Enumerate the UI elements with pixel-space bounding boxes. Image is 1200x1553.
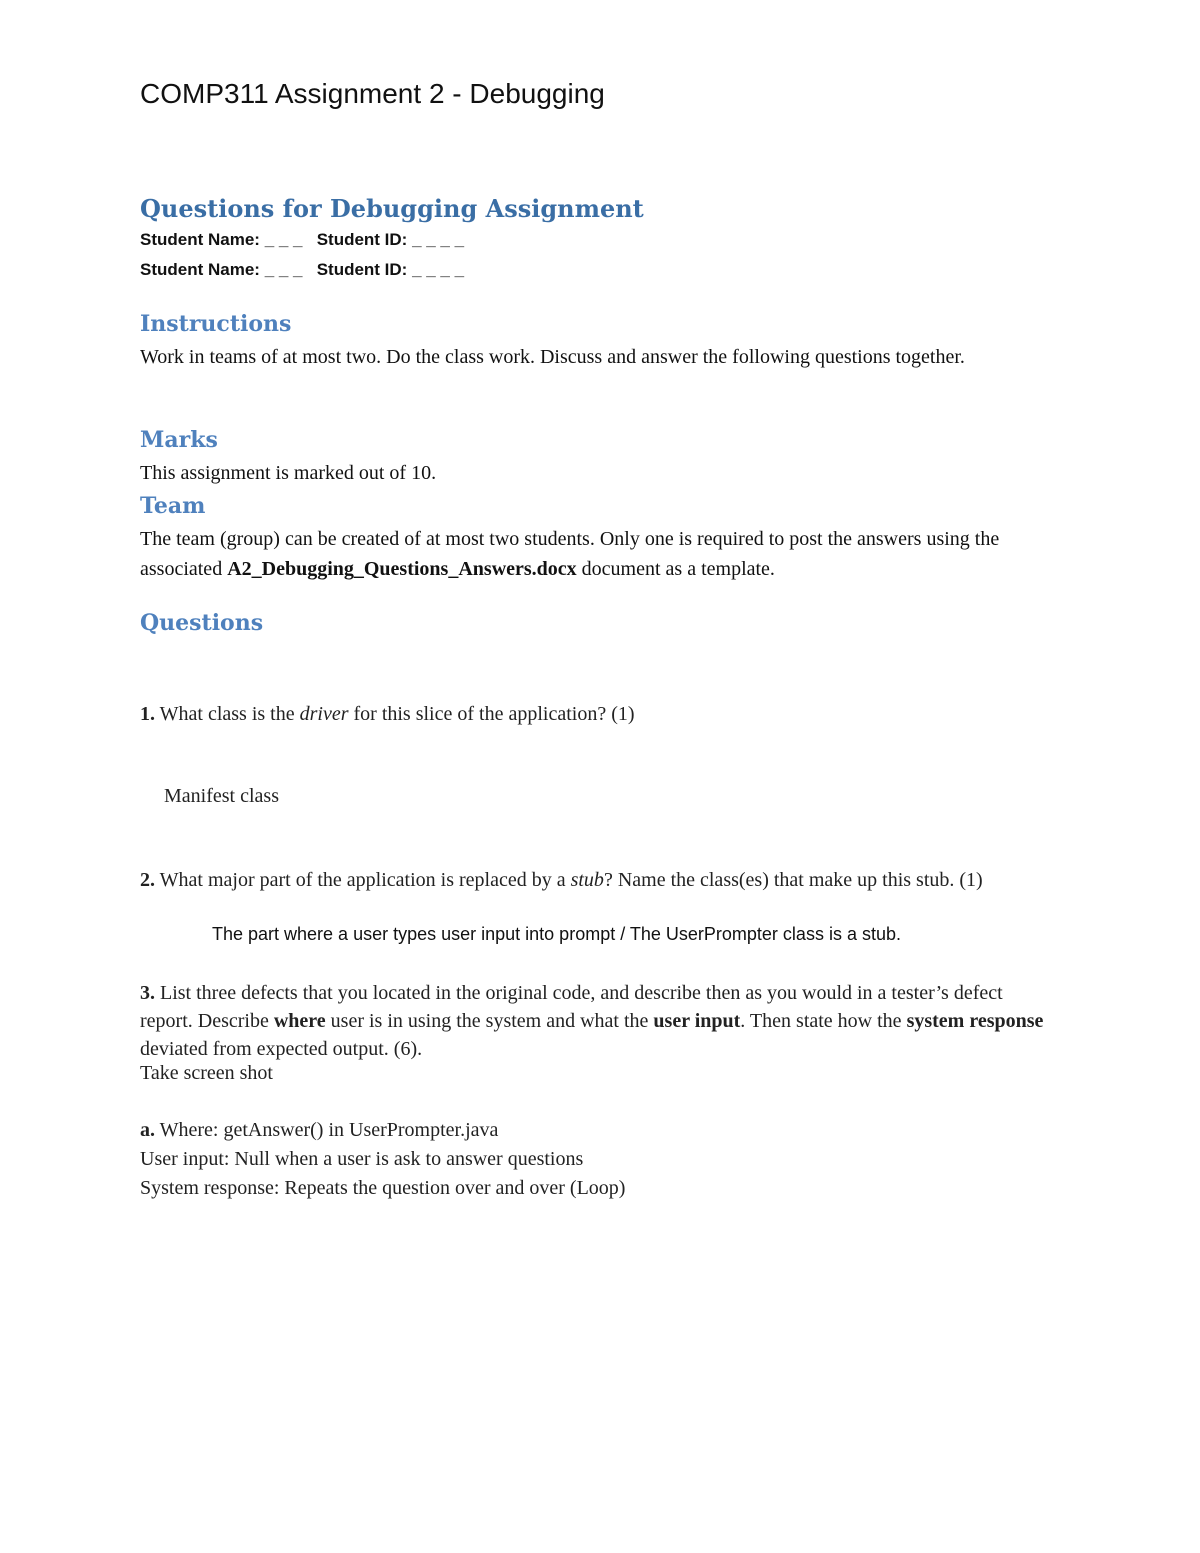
student-row xyxy=(140,260,464,280)
student-name-blank: _ _ _ xyxy=(264,260,303,279)
question-text: user is in using the system and what the xyxy=(325,1010,654,1032)
answer-1: Manifest class xyxy=(164,785,279,807)
questions-heading: Questions xyxy=(140,610,264,636)
defect-a-user-input: User input: Null when a user is ask to answer questions xyxy=(140,1148,584,1170)
student-name-blank: _ _ _ xyxy=(264,230,303,249)
question-2 xyxy=(140,866,1060,894)
question-text: . Then state how the xyxy=(740,1010,907,1032)
marks-heading: Marks xyxy=(140,427,218,453)
team-heading: Team xyxy=(140,493,206,519)
answer-2: The part where a user types user input into prompt / The UserPrompter class is a stub. xyxy=(212,924,901,944)
defect-where-text: Where: getAnswer() in UserPrompter.java xyxy=(155,1119,499,1141)
question-number: 1. xyxy=(140,703,155,725)
question-bold: system response xyxy=(906,1010,1044,1032)
instructions-heading: Instructions xyxy=(140,311,292,337)
question-text: What major part of the application is replaced by a xyxy=(155,869,571,891)
marks-text: This assignment is marked out of 10. xyxy=(140,462,437,484)
document-title: COMP311 Assignment 2 - Debugging xyxy=(140,78,605,109)
student-name-label: Student Name: xyxy=(140,260,260,279)
question-text: List three defects that you located in the original code, and describe then as you would in a tester’s defect report. Describe xyxy=(140,982,1003,1032)
question-bold: where xyxy=(273,1010,326,1032)
main-heading: Questions for Debugging Assignment xyxy=(140,194,644,223)
question-3 xyxy=(140,979,1055,1063)
instructions-text: Work in teams of at most two. Do the class work. Discuss and answer the following questions together. xyxy=(140,346,965,368)
team-text xyxy=(140,524,1070,584)
question-text: What class is the xyxy=(155,703,300,725)
student-id-label: Student ID: xyxy=(316,230,408,249)
question-text: ? Name the class(es) that make up this stub. (1) xyxy=(603,869,983,891)
question-number: 3. xyxy=(140,982,155,1004)
defect-label: a. xyxy=(140,1119,155,1141)
student-row xyxy=(140,230,464,250)
question-emphasis: stub xyxy=(570,869,604,891)
question-number: 2. xyxy=(140,869,155,891)
student-name-label: Student Name: xyxy=(140,230,260,249)
question-text: deviated from expected output. (6). xyxy=(140,1038,423,1060)
question-text: for this slice of the application? (1) xyxy=(348,703,635,725)
student-id-blank: _ _ _ _ xyxy=(412,260,465,279)
screenshot-note: Take screen shot xyxy=(140,1062,273,1084)
team-text-part: document as a template. xyxy=(576,558,775,580)
student-id-blank: _ _ _ _ xyxy=(412,230,465,249)
student-id-label: Student ID: xyxy=(316,260,408,279)
question-1 xyxy=(140,700,1070,728)
team-text-part: The team (group) can be created of at most two students. Only one is required to post the answers using the associated xyxy=(140,528,1000,580)
template-filename: A2_Debugging_Questions_Answers.docx xyxy=(227,558,577,580)
defect-a-where xyxy=(140,1119,498,1142)
question-bold: user input xyxy=(653,1010,741,1032)
defect-a-system-response: System response: Repeats the question over and over (Loop) xyxy=(140,1177,626,1199)
question-emphasis: driver xyxy=(299,703,349,725)
